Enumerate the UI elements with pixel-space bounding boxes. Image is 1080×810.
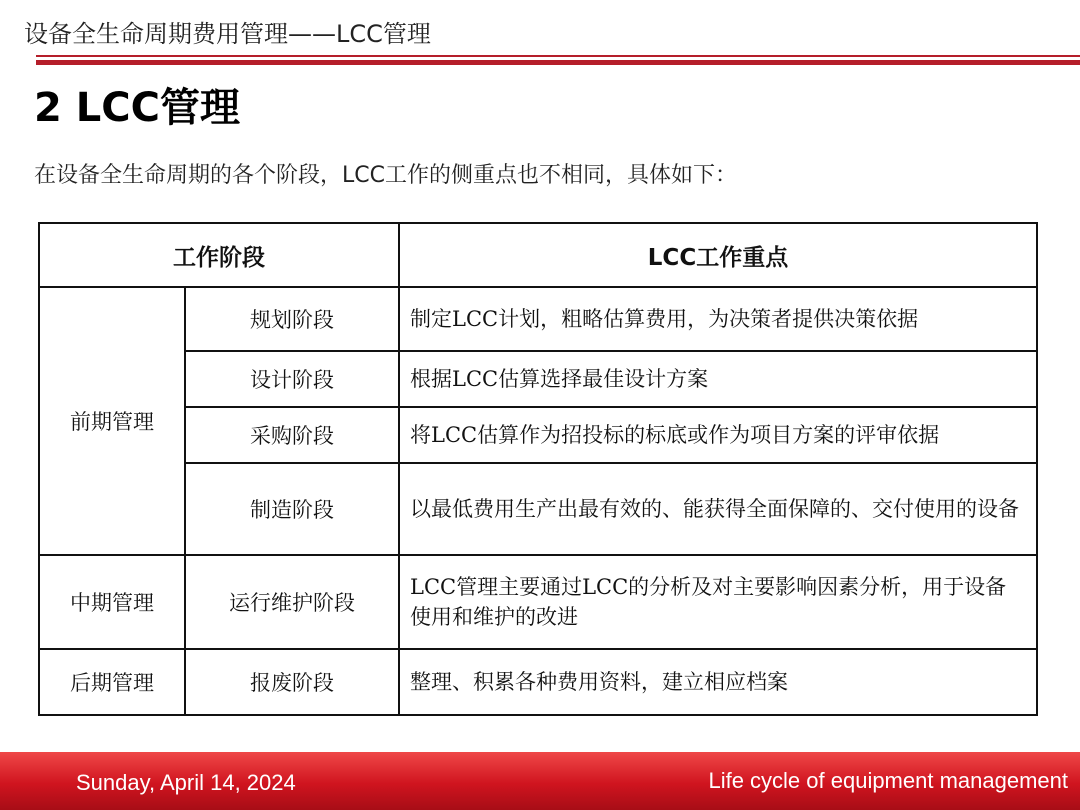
header-title: 设备全生命周期费用管理——LCC管理 [24,20,431,48]
footer-caption: Life cycle of equipment management [708,768,1068,793]
stage-cell: 设计阶段 [185,351,399,407]
phase-cell-middle: 中期管理 [39,555,185,649]
focus-cell: 以最低费用生产出最有效的、能获得全面保障的、交付使用的设备 [399,463,1037,555]
footer-date: Sunday, April 14, 2024 [76,770,296,795]
focus-cell: 整理、积累各种费用资料，建立相应档案 [399,649,1037,715]
header-focus: LCC工作重点 [399,223,1037,287]
stage-cell: 报废阶段 [185,649,399,715]
focus-cell: 根据LCC估算选择最佳设计方案 [399,351,1037,407]
lcc-stage-table [38,222,1038,716]
table-header-row [39,223,1037,287]
phase-cell-late: 后期管理 [39,649,185,715]
table-row [39,287,1037,351]
header-stage: 工作阶段 [39,223,399,287]
table-row [39,649,1037,715]
stage-cell: 采购阶段 [185,407,399,463]
focus-cell: 制定LCC计划，粗略估算费用，为决策者提供决策依据 [399,287,1037,351]
table-row [39,463,1037,555]
phase-cell-early: 前期管理 [39,287,185,555]
table-row [39,555,1037,649]
table-row [39,351,1037,407]
header-rule-thick [36,60,1080,65]
focus-cell: 将LCC估算作为招投标的标底或作为项目方案的评审依据 [399,407,1037,463]
stage-cell: 运行维护阶段 [185,555,399,649]
stage-cell: 制造阶段 [185,463,399,555]
focus-cell: LCC管理主要通过LCC的分析及对主要影响因素分析，用于设备使用和维护的改进 [399,555,1037,649]
stage-cell: 规划阶段 [185,287,399,351]
table-row [39,407,1037,463]
header-rule-thin [36,55,1080,57]
section-heading: 2 LCC管理 [34,85,240,131]
intro-text: 在设备全生命周期的各个阶段，LCC工作的侧重点也不相同，具体如下： [34,163,737,188]
